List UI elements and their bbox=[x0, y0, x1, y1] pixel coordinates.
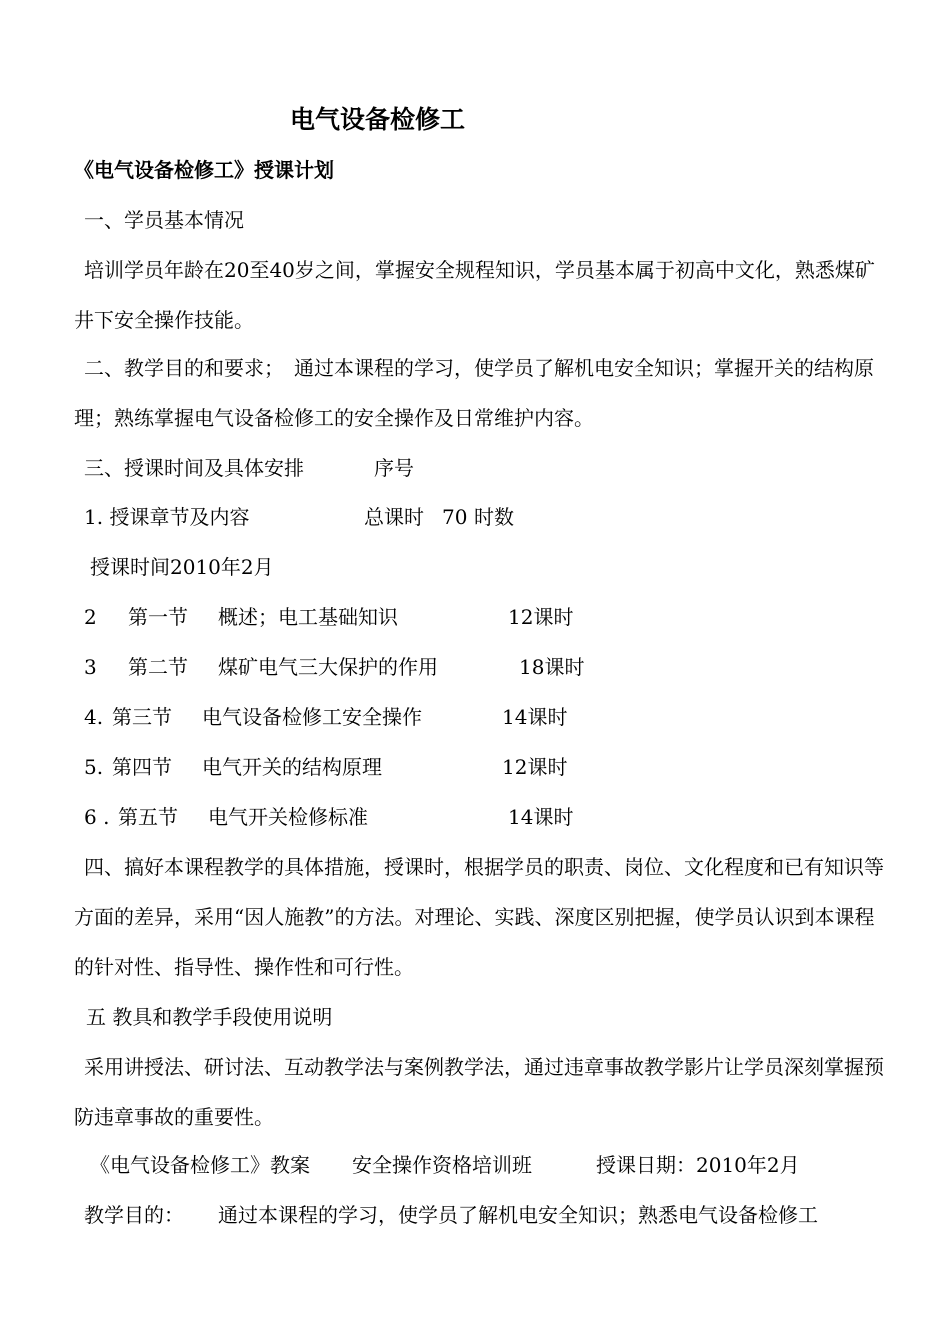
schedule-hours: 14课时 bbox=[502, 705, 568, 729]
objective-label: 教学目的： bbox=[84, 1203, 184, 1227]
lesson-plan-class: 安全操作资格培训班 bbox=[352, 1153, 532, 1177]
hours-label: 时数 bbox=[474, 505, 514, 529]
document-title: 电气设备检修工 bbox=[290, 105, 466, 134]
lesson-plan-name: 《电气设备检修工》教案 bbox=[90, 1153, 310, 1177]
schedule-no: 5. bbox=[84, 755, 104, 779]
total-hours-value: 70 bbox=[442, 505, 468, 529]
schedule-hours: 12课时 bbox=[508, 605, 574, 629]
section5-body: 采用讲授法、研讨法、互动教学法与案例教学法，通过违章事故教学影片让学员深刻掌握预防违章事故的重要性。 bbox=[74, 1055, 884, 1129]
chapter-content-label: 1. 授课章节及内容 bbox=[84, 505, 250, 529]
schedule-no: 4. bbox=[84, 705, 104, 729]
section1-heading: 一、学员基本情况 bbox=[84, 208, 244, 232]
schedule-time-line: 授课时间2010年2月 bbox=[90, 555, 274, 579]
schedule-content: 概述；电工基础知识 bbox=[218, 605, 398, 629]
schedule-section: 第四节 bbox=[112, 755, 172, 779]
schedule-content: 电气开关的结构原理 bbox=[202, 755, 382, 779]
lesson-plan-date: 授课日期：2010年2月 bbox=[596, 1153, 800, 1177]
schedule-section: 第一节 bbox=[128, 605, 188, 629]
section3-heading-row bbox=[84, 451, 414, 485]
seq-label: 序号 bbox=[374, 456, 414, 480]
plan-subtitle: 《电气设备检修工》授课计划 bbox=[74, 158, 334, 182]
schedule-no: 6 . bbox=[84, 805, 110, 829]
objective-text: 通过本课程的学习，使学员了解机电安全知识；熟悉电气设备检修工 bbox=[218, 1203, 818, 1227]
schedule-content: 煤矿电气三大保护的作用 bbox=[218, 655, 438, 679]
schedule-hours: 18课时 bbox=[519, 655, 585, 679]
schedule-content: 电气开关检修标准 bbox=[208, 805, 368, 829]
section2-body: 二、教学目的和要求； 通过本课程的学习，使学员了解机电安全知识；掌握开关的结构原理；熟练掌握电气设备检修工的安全操作及日常维护内容。 bbox=[74, 356, 874, 430]
schedule-hours: 14课时 bbox=[508, 805, 574, 829]
schedule-section: 第五节 bbox=[118, 805, 178, 829]
section5-heading: 五 教具和教学手段使用说明 bbox=[86, 1005, 333, 1029]
schedule-section: 第二节 bbox=[128, 655, 188, 679]
schedule-no: 2 bbox=[84, 605, 97, 629]
section1-body: 培训学员年龄在20至40岁之间，掌握安全规程知识，学员基本属于初高中文化，熟悉煤矿井下安全操作技能。 bbox=[74, 258, 875, 332]
schedule-content: 电气设备检修工安全操作 bbox=[202, 705, 422, 729]
section4-body: 四、搞好本课程教学的具体措施，授课时，根据学员的职责、岗位、文化程度和已有知识等方面的差异，采用“因人施教”的方法。对理论、实践、深度区别把握，使学员认识到本课程的针对性、指导性、操作性和可行性。 bbox=[74, 855, 884, 979]
schedule-no: 3 bbox=[84, 655, 97, 679]
total-hours-label: 总课时 bbox=[364, 505, 424, 529]
section3-heading: 三、授课时间及具体安排 bbox=[84, 456, 304, 480]
schedule-hours: 12课时 bbox=[502, 755, 568, 779]
schedule-section: 第三节 bbox=[112, 705, 172, 729]
